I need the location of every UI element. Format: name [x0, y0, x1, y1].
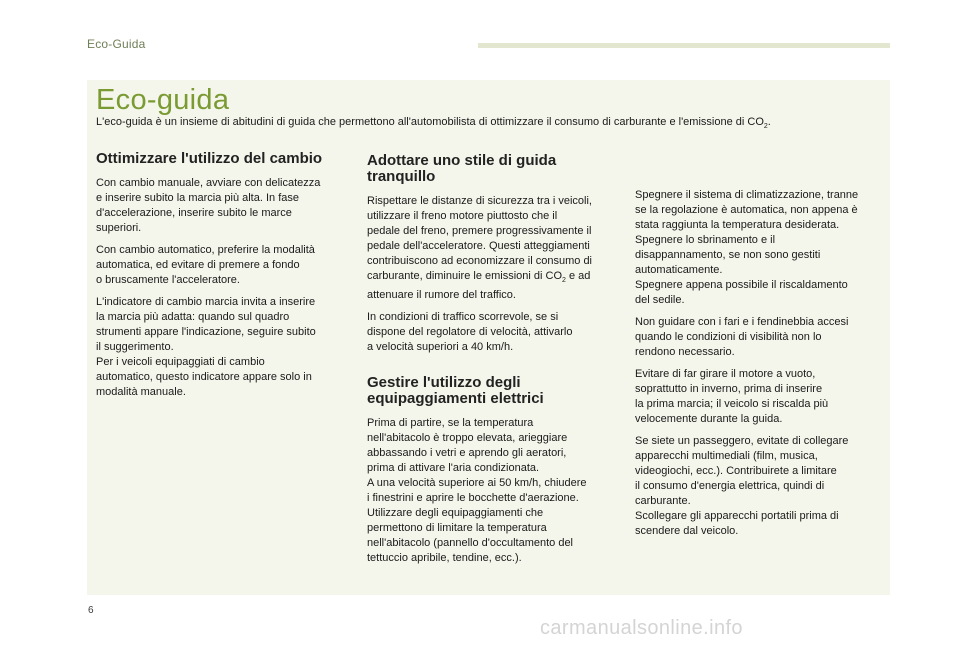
paragraph	[96, 176, 348, 236]
text-line: automaticamente.	[635, 264, 723, 276]
text-line: modalità manuale.	[96, 386, 186, 398]
paragraph	[635, 434, 885, 539]
header-divider	[478, 43, 890, 48]
text-line: Spegnere lo sbrinamento e il	[635, 234, 776, 246]
text-line: contribuiscono ad economizzare il consumo di	[367, 255, 593, 267]
text-line: permettono di limitare la temperatura	[367, 522, 547, 535]
text-line: Se siete un passeggero, evitate di collegare	[635, 435, 849, 447]
text-line: A una velocità superiore ai 50 km/h, chiudere	[367, 477, 587, 490]
heading-gearbox: Ottimizzare l'utilizzo del cambio	[96, 150, 323, 167]
text-line: pedale del freno, premere progressivamente il	[367, 225, 592, 237]
text-line: scendere dal veicolo.	[635, 525, 739, 537]
text-line: L'indicatore di cambio marcia invita a inserire	[96, 296, 316, 308]
text-line: a velocità superiori a 40 km/h.	[367, 341, 514, 354]
text-line: nell'abitacolo è troppo elevata, arieggiare	[367, 432, 568, 445]
text-line: soprattutto in inverno, prima di inserire	[635, 383, 823, 395]
text-line: Per i veicoli equipaggiati di cambio	[96, 356, 265, 368]
heading-electrical-equipment	[367, 375, 619, 407]
heading-line: Gestire l'utilizzo degli	[367, 374, 521, 392]
intro-paragraph	[96, 116, 886, 133]
text-line: se la regolazione è automatica, non appena è	[635, 204, 858, 216]
paragraph	[367, 194, 619, 303]
text-line: In condizioni di traffico scorrevole, se si	[367, 311, 559, 324]
text-line-co2	[367, 269, 619, 288]
text-line: prima di attivare l'aria condizionata.	[367, 462, 540, 475]
text-line: Spegnere il sistema di climatizzazione, tranne	[635, 189, 859, 201]
paragraph	[96, 243, 348, 288]
heading-driving-style	[367, 153, 619, 185]
co2-text: carburante, diminuire le emissioni di CO	[367, 270, 563, 282]
paragraph	[635, 188, 885, 308]
text-line: il suggerimento.	[96, 341, 174, 353]
text-line: pedale dell'acceleratore. Questi atteggiamenti	[367, 240, 590, 252]
text-line: il consumo d'energia elettrica, quindi di	[635, 480, 825, 492]
text-line: dispone del regolatore di velocità, attivarlo	[367, 326, 573, 339]
text-line: d'accelerazione, inserire subito le marce	[96, 207, 292, 219]
heading-line: Adottare uno stile di guida	[367, 152, 557, 169]
text-line: Scollegare gli apparecchi portatili prima di	[635, 510, 839, 522]
text-line: strumenti appare l'indicazione, seguire subito	[96, 326, 316, 338]
text-line: quando le condizioni di visibilità non lo	[635, 331, 822, 343]
co2-text-post: e ad	[565, 270, 591, 282]
text-line: i finestrini e aprire le bocchette d'aerazione.	[367, 492, 579, 505]
text-line: tettuccio apribile, tendine, ecc.).	[367, 552, 522, 565]
column-driving-style	[367, 153, 619, 573]
text-line: automatico, questo indicatore appare solo in	[96, 371, 312, 383]
intro-subscript: 2	[763, 123, 768, 131]
text-line: Evitare di far girare il motore a vuoto,	[635, 368, 816, 380]
paragraph	[367, 310, 619, 355]
text-line: apparecchi multimediali (film, musica,	[635, 450, 818, 462]
co2-subscript: 2	[562, 277, 566, 285]
text-line: e inserire subito la marcia più alta. In fase	[96, 192, 299, 204]
text-line: utilizzare il freno motore piuttosto che il	[367, 210, 558, 222]
heading-line: tranquillo	[367, 168, 436, 185]
text-line: nell'abitacolo (pannello d'occultamento del	[367, 537, 574, 550]
column-electrical-continued	[635, 188, 885, 546]
text-line: stata raggiunta la temperatura desiderata.	[635, 219, 840, 231]
text-line: videogiochi, ecc.). Contribuirete a limitare	[635, 465, 837, 477]
text-line: automatica, ed evitare di premere a fondo	[96, 259, 300, 271]
text-line: Rispettare le distanze di sicurezza tra i veicoli,	[367, 195, 592, 207]
text-line: abbassando i vetri e aprendo gli aeratori,	[367, 447, 567, 460]
paragraph	[635, 367, 885, 427]
paragraph	[367, 416, 619, 566]
text-line: superiori.	[96, 222, 142, 234]
text-line: la marcia più adatta: quando sul quadro	[96, 311, 290, 323]
watermark: carmanualsonline.info	[540, 617, 743, 639]
paragraph	[635, 315, 885, 360]
text-line: rendono necessario.	[635, 346, 735, 358]
text-line: Utilizzare degli equipaggiamenti che	[367, 507, 544, 520]
text-line: o bruscamente l'acceleratore.	[96, 274, 240, 286]
text-line: Con cambio automatico, preferire la modalità	[96, 244, 315, 256]
intro-tail: .	[767, 116, 771, 128]
heading-line: equipaggiamenti elettrici	[367, 390, 544, 408]
text-line: disappannamento, se non sono gestiti	[635, 249, 821, 261]
text-line: Spegnere appena possibile il riscaldamento	[635, 279, 848, 291]
text-line: Non guidare con i fari e i fendinebbia accesi	[635, 316, 849, 328]
text-line: Con cambio manuale, avviare con delicatezza	[96, 177, 321, 189]
text-line: la prima marcia; il veicolo si riscalda più	[635, 398, 829, 410]
text-line: attenuare il rumore del traffico.	[367, 289, 516, 302]
text-line: velocemente durante la guida.	[635, 413, 783, 425]
text-line: del sedile.	[635, 294, 685, 306]
text-line: Prima di partire, se la temperatura	[367, 417, 534, 430]
intro-text: L'eco-guida è un insieme di abitudini di guida che permettono all'automobilista di ottimizzare il consumo di carburante e l'emissione di CO	[96, 116, 764, 128]
section-header-title: Eco-Guida	[87, 37, 146, 51]
paragraph	[96, 295, 348, 400]
page-number: 6	[88, 605, 94, 616]
page-title: Eco-guida	[96, 84, 230, 116]
text-line: carburante.	[635, 495, 691, 507]
column-gearbox	[96, 151, 348, 407]
